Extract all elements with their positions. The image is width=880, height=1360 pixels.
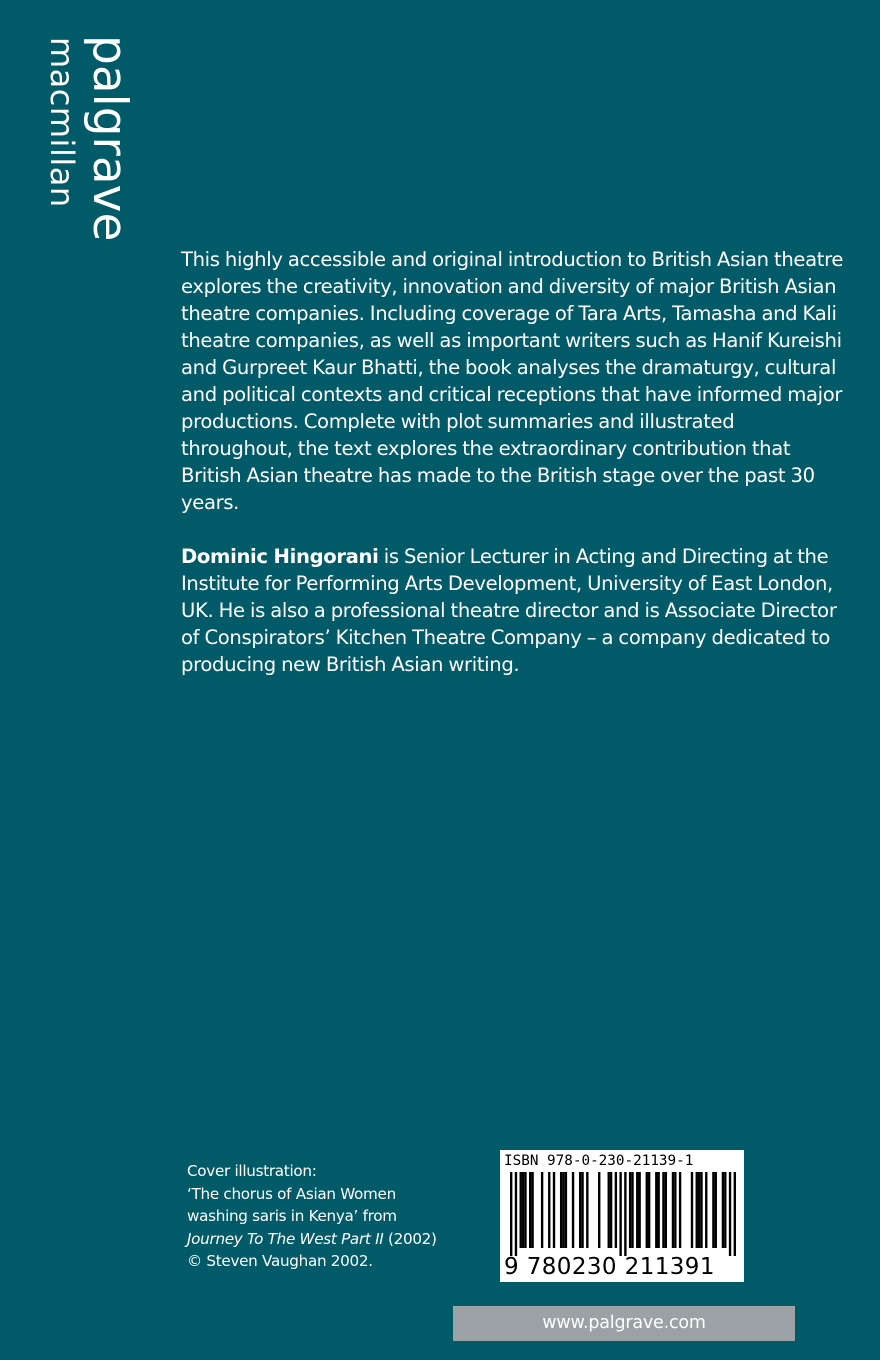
logo-macmillan-text: macmillan	[43, 37, 81, 208]
barcode-bar	[608, 1172, 610, 1248]
barcode-bar	[581, 1172, 583, 1248]
credit-line-1: ‘The chorus of Asian Women	[187, 1184, 396, 1203]
barcode-bar	[562, 1172, 564, 1248]
book-blurb	[181, 246, 846, 678]
author-bio	[181, 543, 846, 678]
barcode-bar	[531, 1172, 533, 1248]
barcode-bar	[705, 1172, 707, 1248]
barcode-bar	[541, 1172, 543, 1248]
barcode-bar	[610, 1172, 612, 1248]
barcode-bar	[715, 1172, 717, 1248]
barcode-bar	[636, 1172, 638, 1248]
barcode-bar	[572, 1172, 574, 1248]
barcode-bar	[657, 1172, 659, 1248]
isbn-label: ISBN 978-0-230-21139-1	[504, 1153, 694, 1169]
barcode-bar	[646, 1172, 648, 1248]
barcode-bar	[522, 1172, 524, 1248]
barcode-bar	[662, 1172, 664, 1248]
barcode-bar	[655, 1172, 657, 1248]
barcode-bar	[638, 1172, 640, 1248]
barcode-bar	[631, 1172, 633, 1248]
author-bio-text: is Senior Lecturer in Acting and Directing at the Institute for Performing Arts Development, University of East London, UK. He is also a professional theatre director and is Associate Director of Conspirators’ Kitchen Theatre Company – a company dedicated to producing new British Asian writing.	[181, 545, 837, 676]
barcode-bars	[510, 1172, 736, 1256]
ean-digits: 9 780230 211391	[504, 1254, 715, 1280]
credit-work-year: (2002)	[383, 1229, 437, 1248]
barcode-bar	[586, 1172, 588, 1248]
barcode-bar	[624, 1172, 626, 1256]
barcode-bar	[648, 1172, 650, 1248]
barcode-bar	[674, 1172, 676, 1248]
cover-credit	[187, 1160, 457, 1273]
barcode-bar	[515, 1172, 517, 1256]
barcode-bar	[722, 1172, 724, 1248]
barcode-bar	[679, 1172, 681, 1248]
barcode-bar	[598, 1172, 600, 1248]
barcode-bar	[698, 1172, 700, 1248]
logo-palgrave-text: palgrave	[82, 35, 137, 242]
credit-line-2: washing saris in Kenya’ from	[187, 1207, 397, 1225]
barcode-bar	[565, 1172, 567, 1248]
barcode-bar	[672, 1172, 674, 1248]
barcode-bar	[729, 1172, 731, 1256]
book-description: This highly accessible and original introduction to British Asian theatre explores the creativity, innovation and diversity of major British Asian theatre companies. Including coverage of Tara Arts, Tamasha and Kali theatre companies, as well as important writers such as Hanif Kureishi and Gurpreet Kaur Bhatti, the book analyses the dramaturgy, cultural and political contexts and critical receptions that have informed major productions. Complete with plot summaries and illustrated throughout, the text explores the extraordinary contribution that British Asian theatre has made to the British stage over the past 30 years.	[181, 248, 844, 514]
barcode-bar	[691, 1172, 693, 1248]
barcode-bar	[529, 1172, 531, 1248]
barcode-bar	[619, 1172, 621, 1256]
publisher-logo	[30, 35, 140, 245]
credit-copyright: © Steven Vaughan 2002.	[187, 1252, 373, 1270]
barcode-bar	[560, 1172, 562, 1248]
barcode-bar	[615, 1172, 617, 1248]
barcode-bar	[510, 1172, 512, 1256]
barcode-bar	[665, 1172, 667, 1248]
barcode-bar	[724, 1172, 726, 1248]
credit-work-title: Journey To The West Part II	[187, 1229, 384, 1248]
barcode-bar	[579, 1172, 581, 1248]
author-name: Dominic Hingorani	[181, 545, 379, 568]
isbn-barcode	[500, 1150, 744, 1282]
barcode-bar	[712, 1172, 714, 1248]
website-link[interactable]: www.palgrave.com	[453, 1306, 795, 1341]
credit-heading: Cover illustration:	[187, 1162, 317, 1180]
barcode-bar	[696, 1172, 698, 1248]
barcode-bar	[548, 1172, 550, 1248]
barcode-bar	[700, 1172, 702, 1248]
barcode-bar	[734, 1172, 736, 1256]
barcode-bar	[520, 1172, 522, 1248]
credit-line-3	[187, 1228, 457, 1251]
barcode-bar	[629, 1172, 631, 1248]
barcode-bar	[553, 1172, 555, 1248]
barcode-bar	[524, 1172, 526, 1248]
